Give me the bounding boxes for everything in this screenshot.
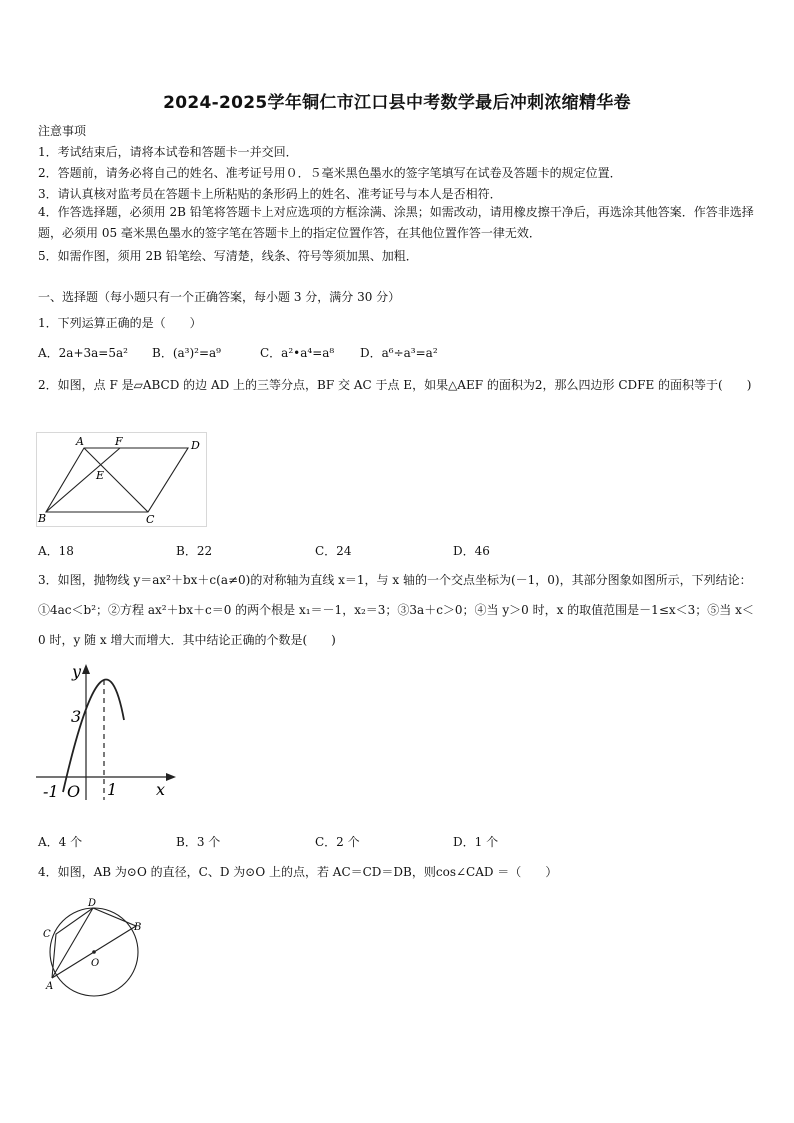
parabola-curve [63, 680, 124, 793]
option-d: D．1 个 [453, 835, 499, 849]
diagonal-ac [84, 448, 148, 512]
parallelogram-abcd [46, 448, 188, 512]
label-neg1: -1 [43, 782, 59, 801]
circle-figure [38, 896, 150, 1008]
notice-item-2: 2．答题前，请务必将自己的姓名、准考证号用０．５毫米黑色墨水的签字笔填写在试卷及答题卡的规定位置． [38, 166, 622, 180]
option-d: D．a⁶÷a³=a² [360, 346, 438, 360]
label-x: x [156, 780, 166, 799]
option-c: C．24 [315, 544, 352, 558]
exam-title: 2024-2025学年铜仁市江口县中考数学最后冲刺浓缩精华卷 [163, 93, 631, 113]
notice-item-1: 1．考试结束后，请将本试卷和答题卡一并交回． [38, 145, 298, 159]
segment-bf [46, 448, 120, 512]
label-3: 3 [71, 707, 82, 726]
label-c: C [146, 513, 155, 526]
x-arrow-icon [166, 773, 176, 781]
question-3-stem: 3．如图，抛物线 y＝ax²＋bx＋c(a≠0)的对称轴为直线 x＝1，与 x 轴的一个交点坐标为(－1，0)，其部分图象如图所示，下列结论：①4ac＜b²；②方程 ax²＋bx＋c＝0 的两个根是 x₁＝－1，x₂＝3；③3a＋c＞0；④当 y＞0 时，x 的取值范围是－1≤x＜3；⑤当 x＜0 时，y 随 x 增大而增大．其中结论正确的个数是( ) [38, 573, 754, 647]
center-dot [92, 950, 96, 954]
label-origin: O [67, 782, 81, 801]
option-c: C．2 个 [315, 835, 360, 849]
label-b: B [134, 922, 142, 933]
option-a: A．18 [38, 544, 74, 558]
notice-item-4: 4．作答选择题，必须用 2B 铅笔将答题卡上对应选项的方框涂满、涂黑；如需改动，请用橡皮擦干净后，再选涂其他答案．作答非选择题，必须用 05 毫米黑色墨水的签字笔在答题卡上的指定位置作答，在其他位置作答一律无效． [38, 205, 754, 240]
notice-item-5: 5．如需作图，须用 2B 铅笔绘、写清楚，线条、符号等须加黑、加粗． [38, 249, 418, 263]
section-heading: 一、选择题（每小题只有一个正确答案，每小题 3 分，满分 30 分） [38, 290, 401, 304]
option-a: A．2a+3a=5a² [38, 346, 128, 360]
option-a: A．4 个 [38, 835, 83, 849]
option-c: C．a²•a⁴=a⁸ [260, 346, 335, 360]
chord-ad [52, 908, 93, 978]
label-a: A [76, 435, 84, 448]
question-1-options [38, 344, 756, 362]
label-a: A [46, 981, 54, 992]
label-d: D [88, 898, 97, 909]
label-d: D [191, 439, 200, 452]
y-arrow-icon [82, 664, 90, 674]
parabola-figure [36, 660, 178, 802]
parallelogram-figure [36, 432, 208, 528]
question-4-stem: 4．如图，AB 为⊙O 的直径，C、D 为⊙O 上的点，若 AC＝CD＝DB，则cos∠CAD ＝（ ） [38, 865, 558, 879]
option-b: B．3 个 [176, 835, 221, 849]
label-c: C [43, 929, 51, 940]
option-d: D．46 [453, 544, 490, 558]
question-2-stem: 2．如图，点 F 是▱ABCD 的边 AD 上的三等分点，BF 交 AC 于点 E，如果△AEF 的面积为2，那么四边形 CDFE 的面积等于( ) [38, 378, 752, 392]
question-3-options [38, 833, 756, 851]
notice-heading: 注意事项 [38, 124, 87, 138]
label-e: E [96, 469, 105, 482]
question-2-options [38, 542, 756, 560]
label-o: O [91, 958, 100, 969]
label-y: y [72, 662, 82, 681]
option-b: B．(a³)²=a⁹ [152, 346, 221, 360]
label-1: 1 [107, 780, 118, 799]
label-b: B [38, 512, 47, 525]
label-f: F [115, 435, 123, 448]
option-b: B．22 [176, 544, 213, 558]
question-1-stem: 1．下列运算正确的是（ ） [38, 316, 202, 330]
notice-item-3: 3．请认真核对监考员在答题卡上所粘贴的条形码上的姓名、准考证号与本人是否相符． [38, 187, 502, 201]
